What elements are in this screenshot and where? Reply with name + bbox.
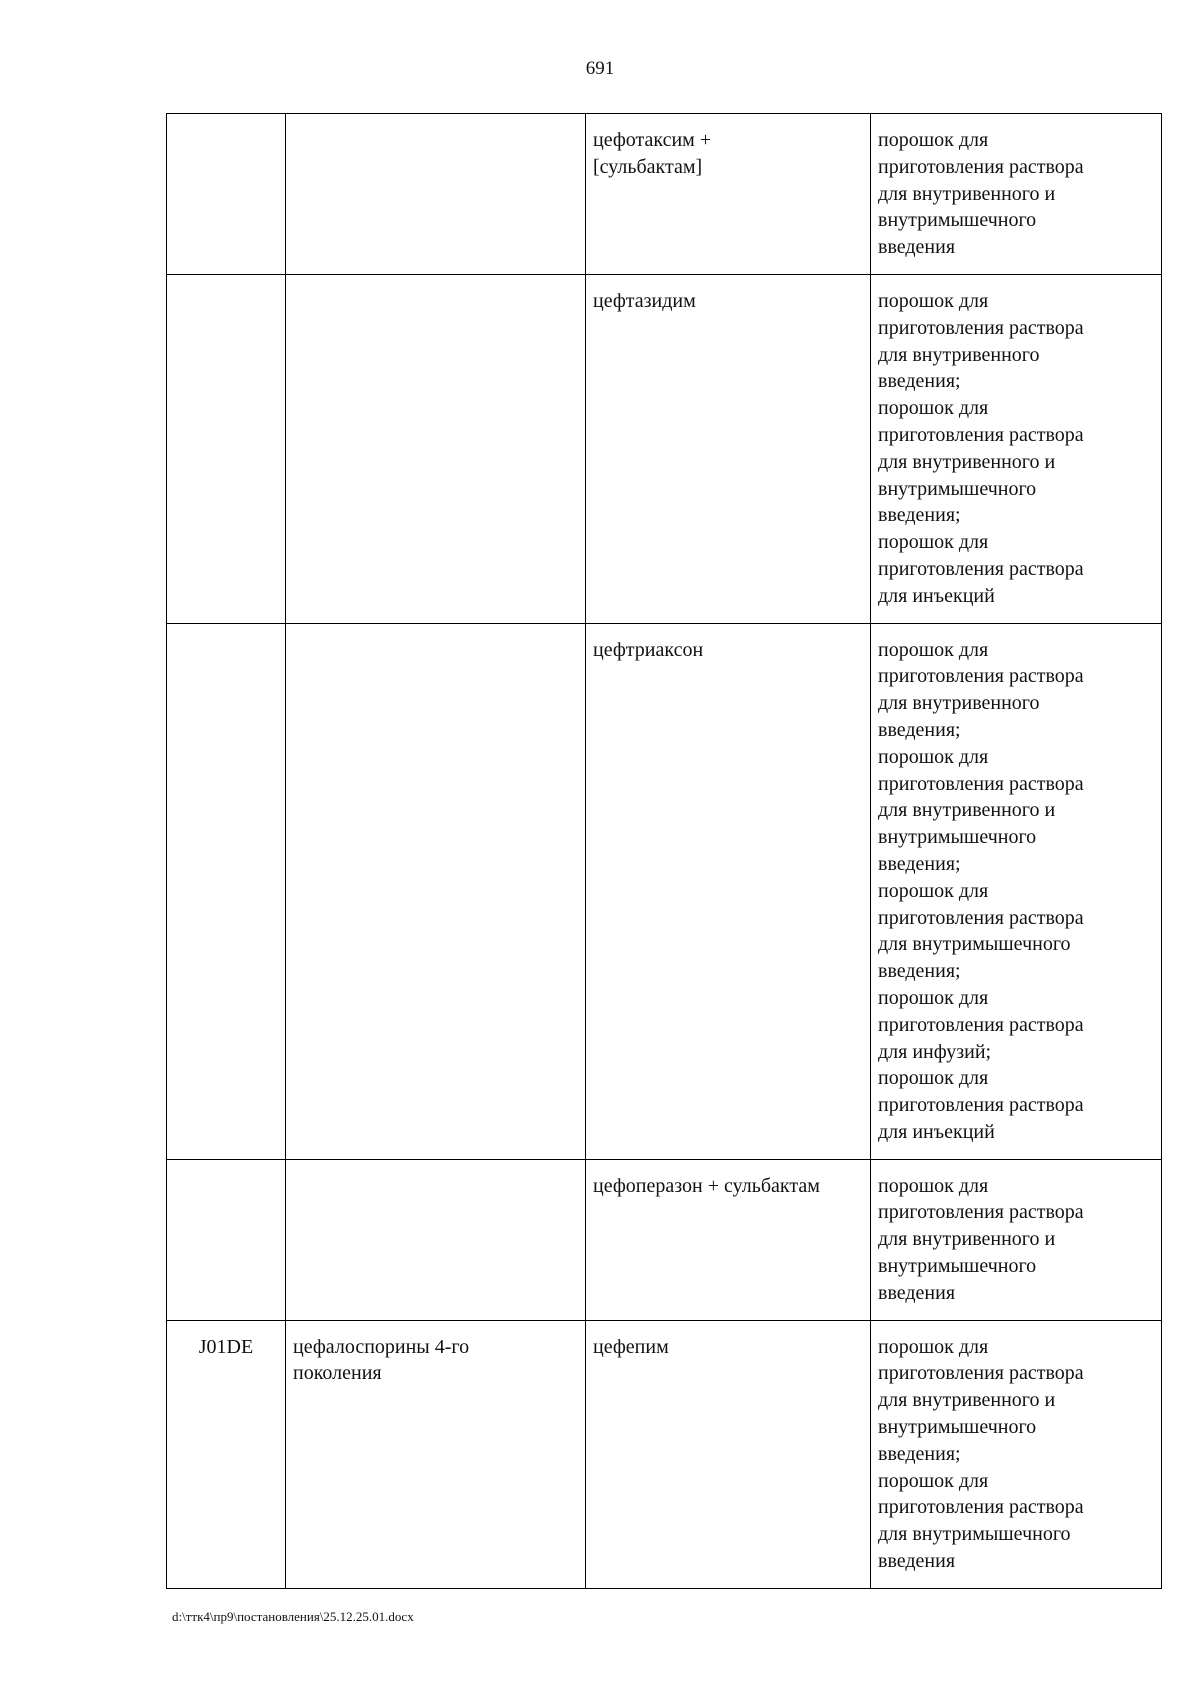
dosage-form-line: для внутривенного и	[878, 1228, 1056, 1251]
anatomical-group-cell	[286, 623, 586, 1159]
dosage-form-line: порошок для	[878, 1335, 989, 1358]
dosage-form-line: введения;	[878, 852, 961, 875]
anatomical-group-cell	[286, 1159, 586, 1320]
dosage-form-line: введения	[878, 236, 956, 259]
drug-name-cell: цефепим	[586, 1320, 871, 1588]
drug-name-cell: цефоперазон + сульбактам	[586, 1159, 871, 1320]
dosage-form-line: для внутривенного и	[878, 450, 1056, 473]
dosage-form-line: введения;	[878, 960, 961, 983]
dosage-form-line: внутримышечного	[878, 209, 1037, 232]
dosage-form-cell	[871, 1320, 1162, 1588]
dosage-form-line: порошок для	[878, 986, 989, 1009]
anatomical-group-cell	[286, 274, 586, 623]
dosage-form-line: внутримышечного	[878, 1255, 1037, 1278]
dosage-form-line: внутримышечного	[878, 1416, 1037, 1439]
dosage-form-line: порошок для	[878, 638, 989, 661]
dosage-form-line: для внутривенного	[878, 692, 1040, 715]
dosage-form-line: введения;	[878, 504, 961, 527]
dosage-form-cell	[871, 274, 1162, 623]
drug-table-body	[167, 114, 1162, 1589]
dosage-form-line: приготовления раствора	[878, 155, 1084, 178]
dosage-form-line: порошок для	[878, 129, 989, 151]
dosage-form-cell	[871, 1159, 1162, 1320]
dosage-form-line: для внутривенного и	[878, 799, 1056, 822]
dosage-form-line: приготовления раствора	[878, 316, 1084, 339]
table-row	[167, 114, 1162, 275]
dosage-form-cell	[871, 623, 1162, 1159]
dosage-form-line: для инфузий;	[878, 1040, 992, 1063]
drug-name-cell: цефтазидим	[586, 274, 871, 623]
dosage-form-line: для внутривенного	[878, 343, 1040, 366]
dosage-form-line: порошок для	[878, 1174, 989, 1197]
dosage-form-line: приготовления раствора	[878, 423, 1084, 446]
footer-file-path: d:\ттк4\пр9\постановления\25.12.25.01.docx	[172, 1609, 414, 1624]
dosage-form-line: порошок для	[878, 1067, 989, 1090]
dosage-form-line: введения	[878, 1281, 956, 1304]
dosage-form-line: для внутримышечного	[878, 933, 1071, 956]
atc-code-cell	[167, 1159, 286, 1320]
anatomical-group-cell: цефалоспорины 4-го поколения	[286, 1320, 586, 1588]
drug-name-cell: цефтриаксон	[586, 623, 871, 1159]
dosage-form-line: порошок для	[878, 531, 989, 554]
drug-name-cell: цефотаксим + [сульбактам]	[586, 114, 871, 275]
table-row	[167, 1159, 1162, 1320]
dosage-form-line: порошок для	[878, 1469, 989, 1492]
dosage-form-line: для инъекций	[878, 1120, 995, 1143]
dosage-form-line: приготовления раствора	[878, 906, 1084, 929]
dosage-form-line: приготовления раствора	[878, 1496, 1084, 1519]
atc-code-cell: J01DE	[167, 1320, 286, 1588]
dosage-form-cell	[871, 114, 1162, 275]
dosage-form-line: введения;	[878, 1442, 961, 1465]
atc-code-cell	[167, 114, 286, 275]
dosage-form-line: порошок для	[878, 397, 989, 420]
dosage-form-line: введения	[878, 1550, 956, 1573]
dosage-form-line: введения;	[878, 370, 961, 393]
dosage-form-line: внутримышечного	[878, 826, 1037, 849]
dosage-form-line: приготовления раствора	[878, 1201, 1084, 1224]
dosage-form-line: приготовления раствора	[878, 1362, 1084, 1385]
dosage-form-line: для инъекций	[878, 584, 995, 607]
dosage-form-line: порошок для	[878, 289, 989, 312]
dosage-form-line: для внутривенного и	[878, 182, 1056, 205]
dosage-form-line: для внутримышечного	[878, 1523, 1071, 1546]
table-row	[167, 623, 1162, 1159]
dosage-form-line: приготовления раствора	[878, 1094, 1084, 1117]
atc-code-cell	[167, 274, 286, 623]
page-number: 691	[585, 58, 615, 79]
dosage-form-line: порошок для	[878, 879, 989, 902]
dosage-form-line: для внутривенного и	[878, 1389, 1056, 1412]
dosage-form-line: приготовления раствора	[878, 557, 1084, 580]
dosage-form-line: введения;	[878, 718, 961, 741]
dosage-form-line: приготовления раствора	[878, 665, 1084, 688]
anatomical-group-cell	[286, 114, 586, 275]
dosage-form-line: приготовления раствора	[878, 772, 1084, 795]
drug-table	[166, 113, 1162, 1589]
atc-code-cell	[167, 623, 286, 1159]
dosage-form-line: приготовления раствора	[878, 1013, 1084, 1036]
table-row	[167, 1320, 1162, 1588]
dosage-form-line: порошок для	[878, 745, 989, 768]
table-row	[167, 274, 1162, 623]
dosage-form-line: внутримышечного	[878, 477, 1037, 500]
